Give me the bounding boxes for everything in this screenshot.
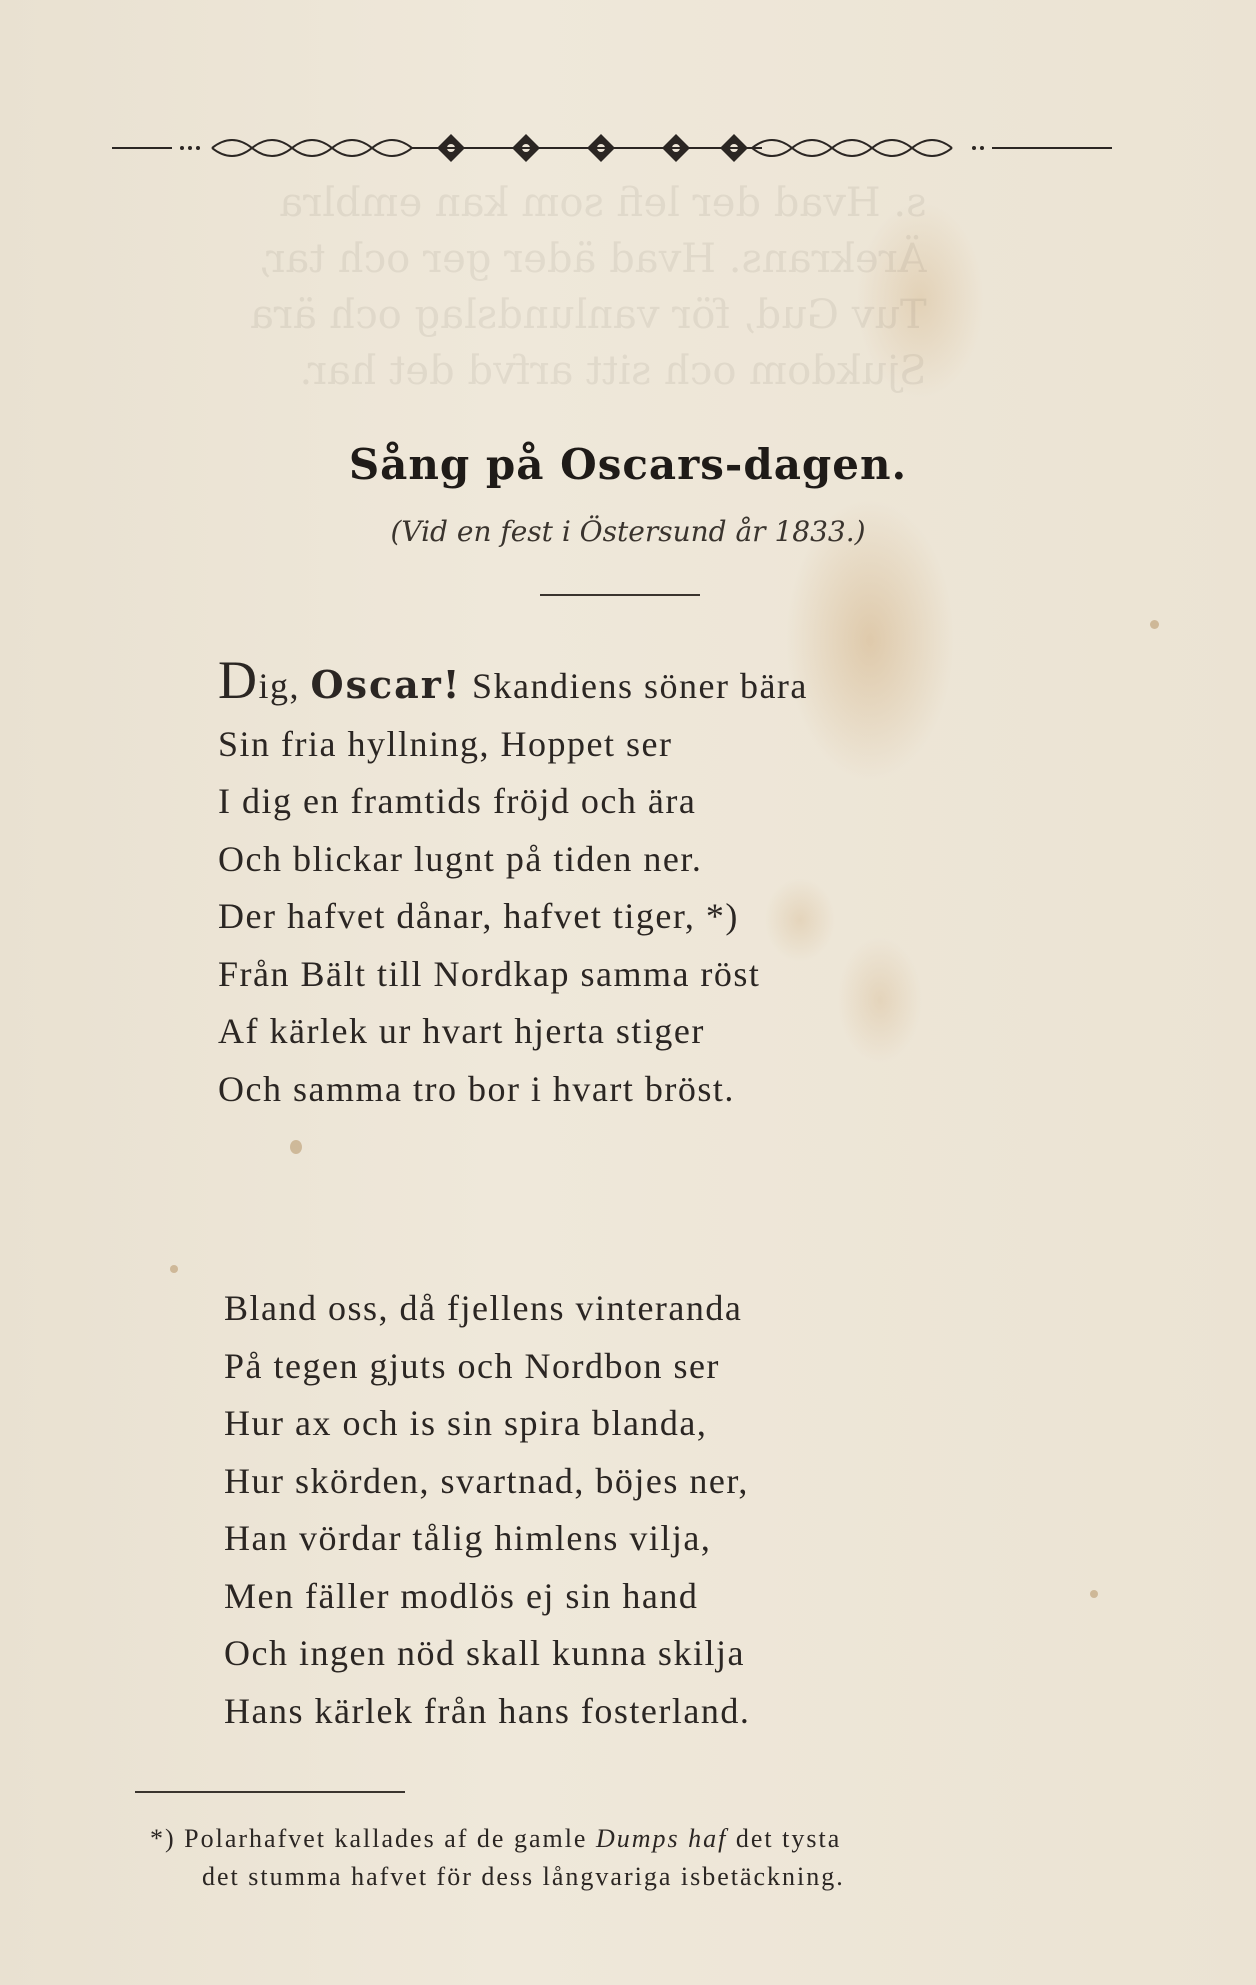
footnote <box>150 1820 1150 1896</box>
verse-line: På tegen gjuts och Nordbon ser <box>224 1345 720 1386</box>
verse-text: Skandiens söner bära <box>461 666 808 706</box>
footnote-italic: Dumps haf <box>595 1824 728 1853</box>
footnote-text: Polarhafvet kallades af de gamle <box>175 1824 596 1853</box>
verse-line: Bland oss, då fjellens vinteranda <box>224 1288 743 1328</box>
stanza-2 <box>224 1280 750 1740</box>
verse-line: Hur ax och is sin spira blanda, <box>224 1403 708 1443</box>
verse-line: Men fäller modlös ej sin hand <box>224 1575 699 1616</box>
poem-subtitle: (Vid en fest i Östersund år 1833.) <box>390 515 866 548</box>
footnote-marker: *) <box>150 1824 176 1853</box>
ornamental-header-rule <box>112 128 1112 168</box>
verse-line: I dig en framtids fröjd och ära <box>218 781 697 821</box>
verse-line: Hans kärlek från hans fosterland. <box>224 1690 751 1731</box>
verse-line: Af kärlek ur hvart hjerta stiger <box>218 1011 705 1051</box>
verse-line: Sin fria hyllning, Hoppet ser <box>218 723 673 764</box>
foxing-spot <box>290 1140 302 1154</box>
verse-line: Och ingen nöd skall kunna skilja <box>224 1633 745 1673</box>
verse-line: Och blickar lugnt på tiden ner. <box>218 838 703 879</box>
verse-line: Hur skörden, svartnad, böjes ner, <box>224 1460 749 1501</box>
footnote-line: det stumma hafvet för dess långvariga isbetäckning. <box>202 1862 845 1891</box>
drop-cap: D <box>218 650 259 710</box>
verse-line: Der hafvet dånar, hafvet tiger, *) <box>218 896 739 936</box>
name-oscar: Oscar! <box>310 662 462 707</box>
verse-text: ig, <box>258 666 311 706</box>
poem-title: Sång på Oscars-dagen. <box>348 440 908 489</box>
foxing-spot <box>1150 620 1159 629</box>
footnote-text: det tysta <box>727 1824 842 1853</box>
foxing-spot <box>1090 1590 1098 1598</box>
footnote-divider <box>135 1791 405 1793</box>
stanza-1 <box>218 650 808 1118</box>
title-divider <box>540 594 700 596</box>
verse-line: Han vördar tålig himlens vilja, <box>224 1518 712 1558</box>
footnote-line <box>150 1820 1150 1858</box>
show-through-text: s. Hvad der lefi som kan emblra Ärekrans. Hvad äder ger och tar, Tuv Gud, för vanlundslag och ära Sjukdom och sitt arfvd det har. <box>250 180 927 394</box>
verse-line: Och samma tro bor i hvart bröst. <box>218 1068 735 1109</box>
foxing-spot <box>170 1265 178 1273</box>
verse-line <box>218 650 808 716</box>
verse-line: Från Bält till Nordkap samma röst <box>218 953 761 994</box>
